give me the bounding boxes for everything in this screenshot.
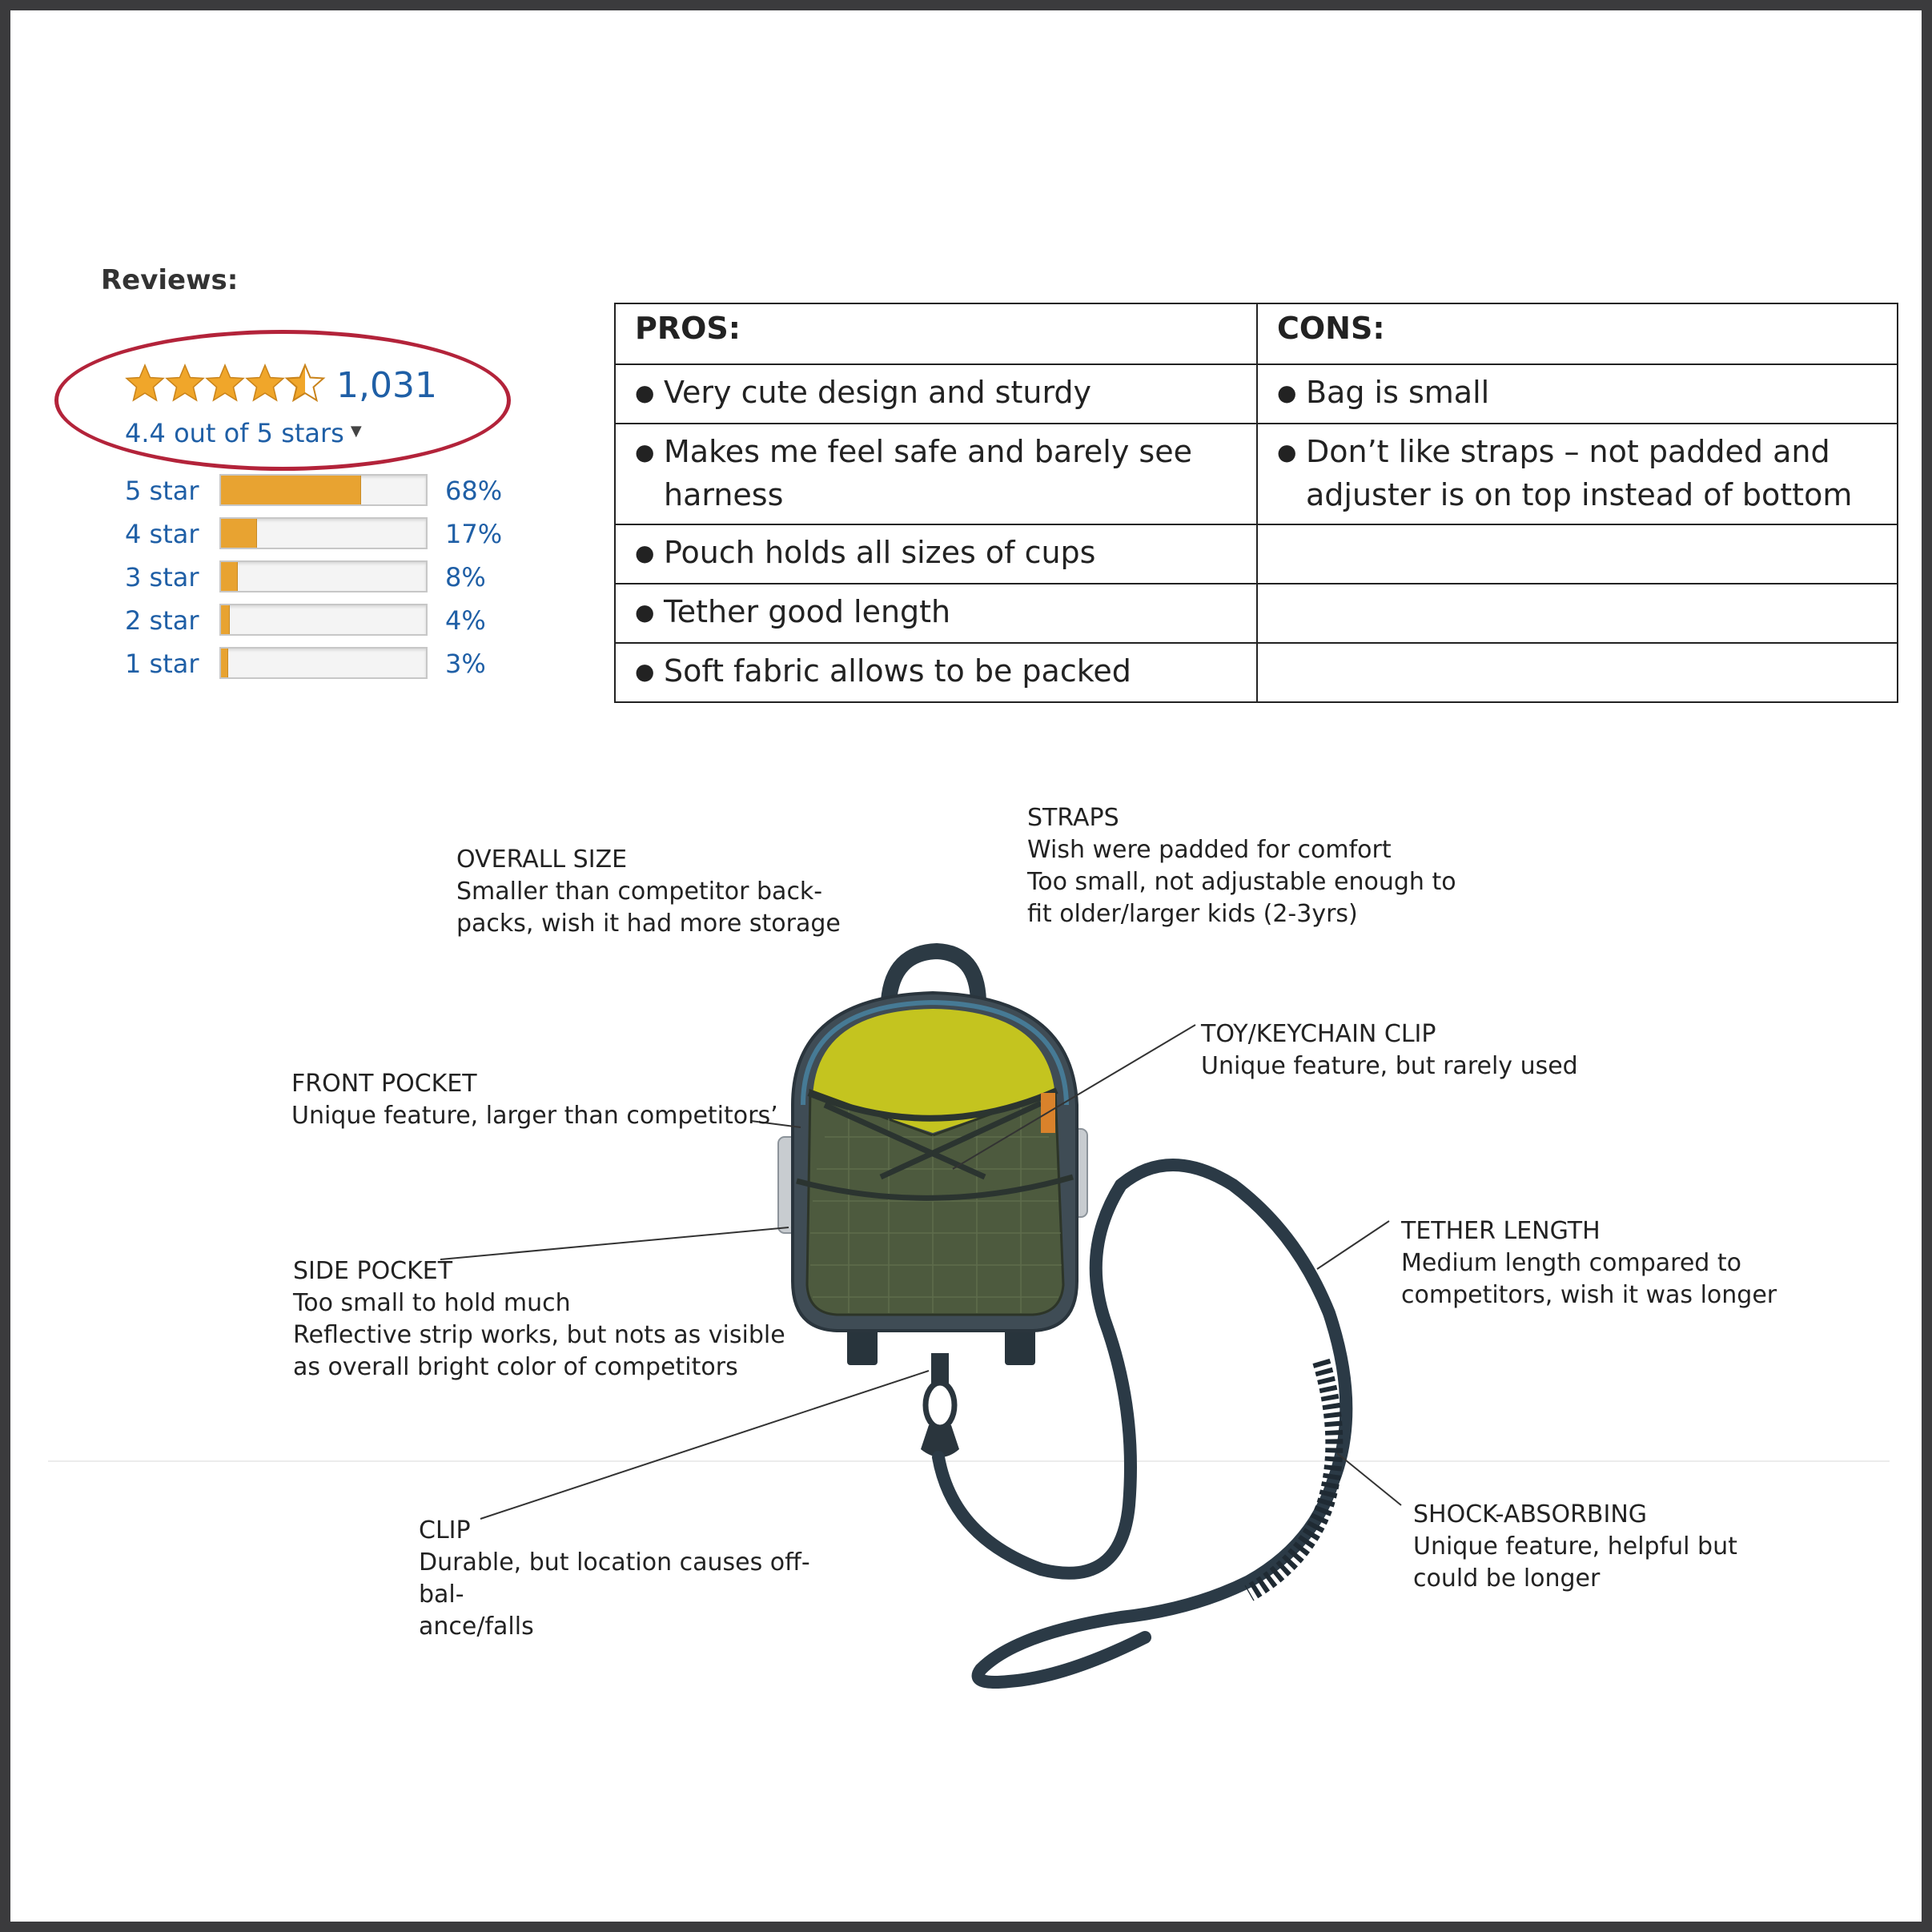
- callout-title: SHOCK-ABSORBING: [1413, 1500, 1648, 1528]
- callout-desc-line: Durable, but location causes off-bal-: [419, 1548, 810, 1609]
- histogram-label: 3 star: [125, 562, 199, 592]
- callout-clip: [419, 1515, 835, 1643]
- cons-header: CONS:: [1257, 303, 1898, 364]
- callout-overall-size: [456, 844, 841, 940]
- con-item: ● Bag is small: [1257, 364, 1898, 424]
- callout-desc-line: Unique feature, helpful but: [1413, 1532, 1737, 1560]
- histogram-percent: 3%: [445, 649, 486, 679]
- callout-title: CLIP: [419, 1516, 471, 1544]
- con-text: Bag is small: [1305, 375, 1490, 410]
- pro-text: Pouch holds all sizes of cups: [664, 534, 1096, 570]
- chevron-down-icon: ▼: [350, 423, 362, 440]
- callout-side-pocket: [293, 1255, 789, 1384]
- callout-front-pocket: [291, 1068, 788, 1132]
- con-text: Don’t like straps – not padded and adjuster is on top instead of bottom: [1305, 434, 1853, 512]
- callout-desc-line: ance/falls: [419, 1612, 534, 1641]
- callout-title: TETHER LENGTH: [1401, 1217, 1601, 1245]
- callout-shock-absorbing: [1413, 1499, 1765, 1595]
- callout-desc-line: Reflective strip works, but nots as visible: [293, 1320, 785, 1349]
- pro-text: Tether good length: [664, 593, 951, 629]
- histogram-label: 4 star: [125, 519, 199, 549]
- review-count-link[interactable]: 1,031: [336, 365, 437, 406]
- histogram-label: 1 star: [125, 649, 199, 679]
- callout-tether-length: [1401, 1215, 1818, 1311]
- histogram-percent: 17%: [445, 519, 503, 549]
- callout-desc: Unique feature, larger than competitors’: [291, 1101, 778, 1130]
- callout-title: STRAPS: [1027, 804, 1119, 832]
- histogram-percent: 68%: [445, 476, 503, 506]
- pro-item: ● Pouch holds all sizes of cups: [615, 524, 1257, 584]
- callout-desc-line: could be longer: [1413, 1564, 1601, 1593]
- histogram-percent: 8%: [445, 562, 486, 592]
- callout-desc: Unique feature, but rarely used: [1201, 1051, 1578, 1080]
- histogram-percent: 4%: [445, 605, 486, 636]
- pro-item: ● Very cute design and sturdy: [615, 364, 1257, 424]
- reviews-heading: Reviews:: [101, 264, 239, 296]
- callout-desc-line: Too small to hold much: [293, 1288, 571, 1317]
- callout-desc-line: fit older/larger kids (2-3yrs): [1027, 899, 1358, 928]
- callout-title: TOY/KEYCHAIN CLIP: [1201, 1020, 1436, 1048]
- callout-desc: Smaller than competitor back-packs, wish it had more storage: [456, 877, 841, 938]
- callout-desc-line: Wish were padded for comfort: [1027, 835, 1392, 864]
- callout-desc-line: as overall bright color of competitors: [293, 1352, 738, 1381]
- pro-item: ● Soft fabric allows to be packed: [615, 643, 1257, 702]
- callout-straps: [1027, 802, 1476, 930]
- pro-text: Soft fabric allows to be packed: [664, 653, 1131, 689]
- con-item: ● Don’t like straps – not padded and adjuster is on top instead of bottom: [1257, 424, 1898, 524]
- pro-item: ● Makes me feel safe and barely see harness: [615, 424, 1257, 524]
- pro-text: Very cute design and sturdy: [664, 375, 1092, 410]
- callout-toy-clip: [1201, 1018, 1617, 1082]
- callout-title: SIDE POCKET: [293, 1257, 453, 1285]
- callout-title: FRONT POCKET: [291, 1070, 477, 1098]
- histogram-label: 2 star: [125, 605, 199, 636]
- clip-ring: [926, 1383, 954, 1428]
- pros-header: PROS:: [615, 303, 1257, 364]
- histogram-label: 5 star: [125, 476, 199, 506]
- pro-item: ● Tether good length: [615, 584, 1257, 643]
- callout-desc-line: Medium length compared to: [1401, 1248, 1741, 1277]
- callout-desc-line: Too small, not adjustable enough to: [1027, 867, 1456, 896]
- rating-summary-text: 4.4 out of 5 stars: [125, 418, 344, 448]
- callout-desc-line: competitors, wish it was longer: [1401, 1280, 1777, 1309]
- pro-text: Makes me feel safe and barely see harness: [664, 434, 1192, 512]
- callout-title: OVERALL SIZE: [456, 846, 628, 874]
